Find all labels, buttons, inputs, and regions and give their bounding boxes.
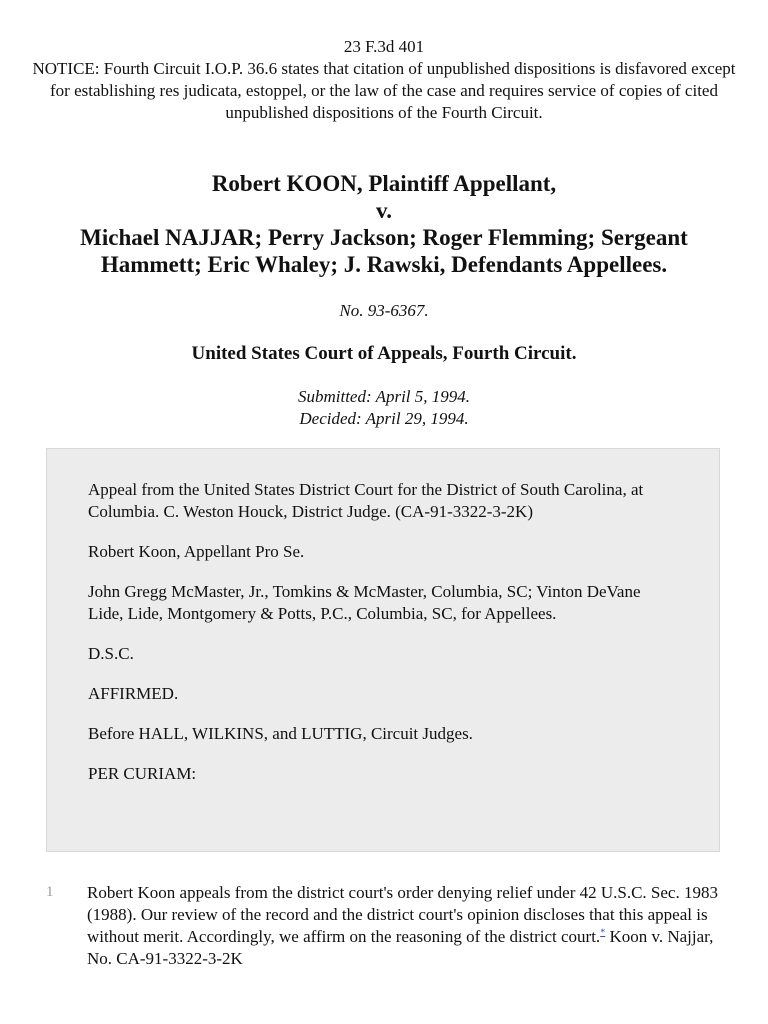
appeal-from: Appeal from the United States District Court for the District of South Carolina, at Columbia. C. Weston Houck, District Judge. (CA-91-3322-3-2K)	[88, 480, 644, 521]
unpublished-notice: NOTICE: Fourth Circuit I.O.P. 36.6 states that citation of unpublished dispositions is disfavored except for establishing res judicata, estoppel, or the law of the case and requires service of copies of cited unpublished dispositions of the Fourth Circuit.	[32, 59, 736, 122]
caption-versus: v.	[376, 198, 392, 223]
case-info-box	[46, 448, 720, 852]
opinion-author: PER CURIAM:	[88, 764, 197, 783]
district: D.S.C.	[88, 644, 134, 663]
panel: Before HALL, WILKINS, and LUTTIG, Circuit Judges.	[88, 724, 473, 743]
court-name: United States Court of Appeals, Fourth Circuit.	[191, 343, 577, 364]
paragraph-text-start: Robert Koon appeals from the district court's order denying relief under 42 U.S.C. Sec. 1983 (1988). Our review of the record and the district court's opinion discloses that this appeal is without merit. Accordingly, we affirm on the reasoning of the district court.	[87, 883, 718, 946]
appellee-counsel: John Gregg McMaster, Jr., Tomkins & McMaster, Columbia, SC; Vinton DeVane Lide, Lide, Montgomery & Potts, P.C., Columbia, SC, for Appellees.	[88, 582, 641, 623]
decided-date: Decided: April 29, 1994.	[299, 409, 469, 428]
appellant-counsel: Robert Koon, Appellant Pro Se.	[88, 542, 305, 561]
document-header	[30, 36, 738, 124]
paragraph-text	[87, 882, 727, 970]
footnote-link[interactable]: *	[600, 927, 606, 939]
submitted-date: Submitted: April 5, 1994.	[297, 387, 471, 406]
paragraph-number: 1	[46, 884, 54, 900]
paragraph-text-end: Koon v. Najjar, No. CA-91-3322-3-2K	[87, 927, 714, 968]
case-dates	[30, 386, 738, 430]
disposition: AFFIRMED.	[88, 684, 179, 703]
caption-plaintiff: Robert KOON, Plaintiff Appellant,	[211, 171, 557, 196]
docket-number: No. 93-6367.	[339, 301, 429, 320]
case-caption	[30, 170, 738, 278]
citation: 23 F.3d 401	[343, 37, 425, 56]
caption-defendants: Michael NAJJAR; Perry Jackson; Roger Flemming; Sergeant Hammett; Eric Whaley; J. Rawski, Defendants Appellees.	[80, 225, 688, 277]
